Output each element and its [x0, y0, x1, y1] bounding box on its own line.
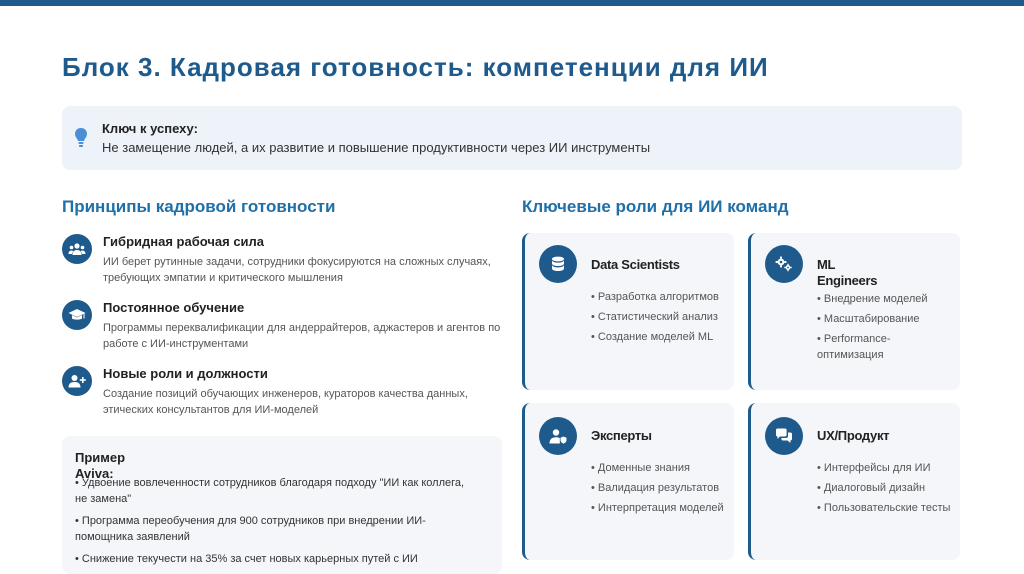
- role-item: • Масштабирование: [817, 313, 920, 325]
- key-to-success-box: [62, 106, 962, 170]
- top-accent-bar: [0, 0, 1024, 6]
- role-item: • Пользовательские тесты: [817, 502, 951, 514]
- principle-title: Новые роли и должности: [103, 366, 268, 381]
- role-item: • Разработка алгоритмов: [591, 291, 719, 303]
- role-item: • Performance-оптимизация: [817, 333, 891, 361]
- role-item: • Валидация результатов: [591, 482, 720, 494]
- role-item: • Статистический анализ: [591, 311, 718, 323]
- key-title: Ключ к успеху:: [102, 121, 198, 136]
- principle-title: Постоянное обучение: [103, 300, 245, 315]
- key-text: Не замещение людей, а их развитие и повышение продуктивности через ИИ инструменты: [102, 140, 651, 155]
- expert-icon: [539, 417, 577, 455]
- role-item: • Диалоговый дизайн: [817, 482, 926, 494]
- principle-text: Создание позиций обучающих инженеров, кураторов качества данных, этических консультантов для ИИ-моделей: [103, 388, 468, 416]
- principle-text: ИИ берет рутинные задачи, сотрудники фокусируются на сложных случаях, требующих эмпатии и критического мышления: [103, 256, 491, 284]
- role-item: • Доменные знания: [591, 462, 690, 474]
- role-item: • Интерфейсы для ИИ: [817, 462, 931, 474]
- roles-section-title: Ключевые роли для ИИ команд: [522, 197, 789, 216]
- role-title: Эксперты: [591, 428, 652, 443]
- gears-icon: [765, 245, 803, 283]
- role-card-experts: [522, 403, 734, 560]
- add-user-icon: [62, 366, 92, 396]
- page-title: Блок 3. Кадровая готовность: компетенции для ИИ: [62, 52, 769, 82]
- role-item: • Интерпретация моделей: [591, 502, 724, 514]
- role-title: Data Scientists: [591, 257, 680, 272]
- example-item: • Удвоение вовлеченности сотрудников благодаря подходу "ИИ как коллега, не замена": [75, 477, 465, 505]
- principle-continuous-learning: [62, 300, 502, 352]
- principle-title: Гибридная рабочая сила: [103, 234, 265, 249]
- principle-hybrid-workforce: [62, 234, 502, 286]
- example-item: • Снижение текучести на 35% за счет новых карьерных путей с ИИ: [75, 553, 418, 565]
- principles-section-title: Принципы кадровой готовности: [62, 197, 336, 216]
- role-list: [817, 291, 957, 367]
- principle-new-roles: [62, 366, 502, 418]
- role-list: [817, 460, 957, 520]
- role-item: • Внедрение моделей: [817, 293, 928, 305]
- role-title: UX/Продукт: [817, 428, 890, 443]
- chat-icon: [765, 417, 803, 455]
- role-list: [591, 460, 731, 520]
- role-title: ML Engineers: [817, 257, 878, 288]
- role-card-data-scientists: [522, 233, 734, 390]
- role-list: [591, 289, 731, 349]
- graduation-cap-icon: [62, 300, 92, 330]
- example-list: [75, 475, 475, 573]
- lightbulb-icon: [74, 127, 88, 149]
- role-card-ux-product: [748, 403, 960, 560]
- database-icon: [539, 245, 577, 283]
- team-icon: [62, 234, 92, 264]
- example-title: Пример Aviva:: [75, 450, 126, 481]
- role-item: • Создание моделей ML: [591, 331, 714, 343]
- principle-text: Программы переквалификации для андеррайтеров, аджастеров и агентов по работе с ИИ-инструментами: [103, 322, 501, 350]
- example-aviva-box: [62, 436, 502, 574]
- role-card-ml-engineers: [748, 233, 960, 390]
- example-item: • Программа переобучения для 900 сотрудников при внедрении ИИ-помощника заявлений: [75, 515, 426, 543]
